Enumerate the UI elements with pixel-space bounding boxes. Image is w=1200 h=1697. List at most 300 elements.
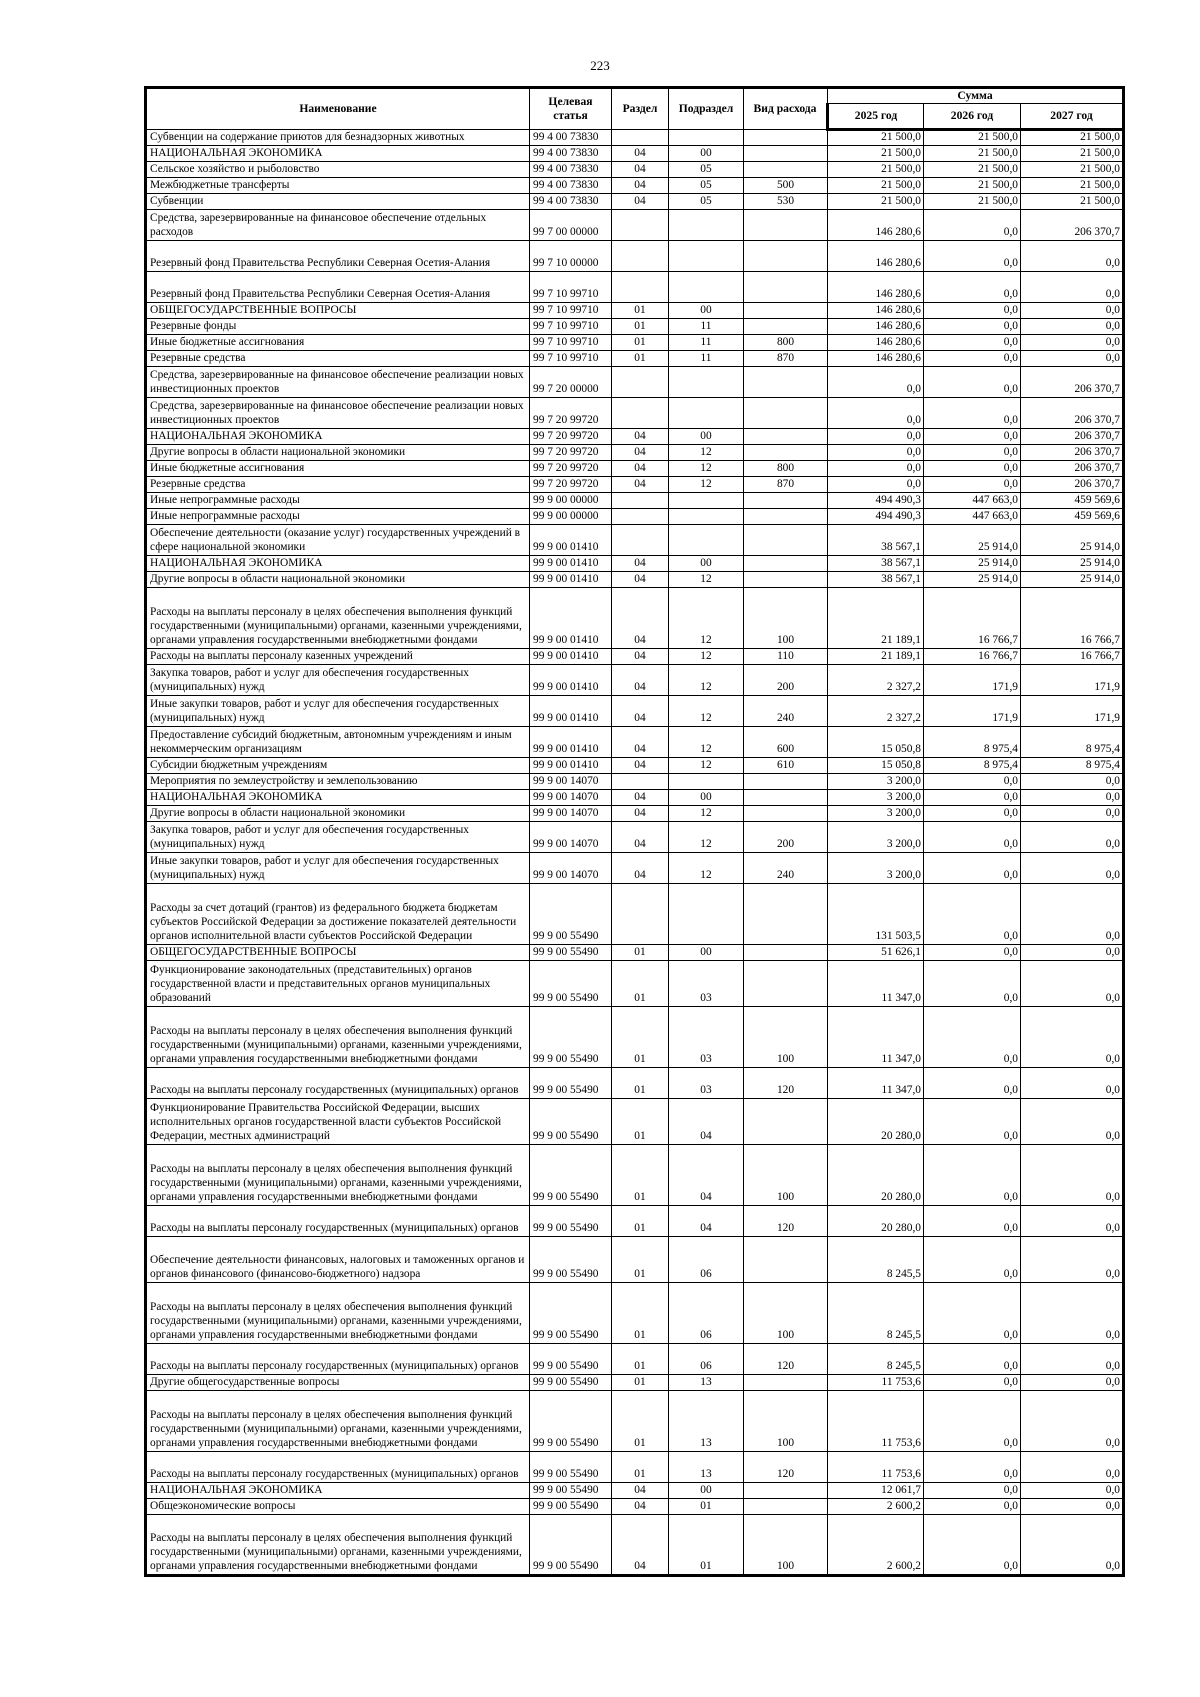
row-sum-2027: 0,0 [1021,790,1124,806]
row-sum-2025: 21 500,0 [828,162,924,178]
row-subsection: 03 [669,1007,744,1068]
row-sum-2027: 0,0 [1021,1344,1124,1375]
row-target-article: 99 9 00 01410 [530,665,612,696]
table-row [146,493,1124,509]
table-row [146,649,1124,665]
row-expense-type [744,1499,828,1515]
row-subsection: 00 [669,556,744,572]
row-sum-2027: 0,0 [1021,961,1124,1007]
row-target-article: 99 9 00 55490 [530,1007,612,1068]
row-section: 01 [612,351,669,367]
row-name: Расходы на выплаты персоналу в целях обеспечения выполнения функций государственными (муниципальными) органами, казенными учреждениями, органами управления государственными внебюджетными фондами [146,1007,530,1068]
row-subsection: 12 [669,649,744,665]
row-target-article: 99 9 00 55490 [530,1375,612,1391]
table-row [146,194,1124,210]
row-sum-2027: 0,0 [1021,1145,1124,1206]
row-sum-2026: 0,0 [924,1344,1021,1375]
row-section: 04 [612,696,669,727]
row-sum-2027: 0,0 [1021,1375,1124,1391]
row-target-article: 99 9 00 14070 [530,774,612,790]
row-sum-2025: 21 189,1 [828,649,924,665]
row-subsection [669,241,744,272]
header-expense-type: Вид расхода [744,88,828,130]
row-name: Иные бюджетные ассигнования [146,335,530,351]
row-sum-2026: 0,0 [924,241,1021,272]
table-row [146,1068,1124,1099]
row-section: 04 [612,727,669,758]
row-sum-2026: 0,0 [924,272,1021,303]
row-sum-2027: 0,0 [1021,1007,1124,1068]
row-name: Общеэкономические вопросы [146,1499,530,1515]
row-expense-type [744,1375,828,1391]
row-section: 04 [612,461,669,477]
row-sum-2027: 0,0 [1021,806,1124,822]
row-section: 01 [612,303,669,319]
row-sum-2027: 0,0 [1021,335,1124,351]
table-row [146,210,1124,241]
row-sum-2026: 0,0 [924,853,1021,884]
row-subsection [669,398,744,429]
row-section: 04 [612,853,669,884]
row-target-article: 99 7 10 99710 [530,335,612,351]
row-sum-2026: 0,0 [924,398,1021,429]
row-sum-2027: 25 914,0 [1021,572,1124,588]
row-sum-2025: 21 500,0 [828,130,924,146]
row-subsection [669,525,744,556]
table-row [146,1375,1124,1391]
table-row [146,272,1124,303]
row-sum-2026: 0,0 [924,806,1021,822]
table-row [146,461,1124,477]
row-sum-2025: 20 280,0 [828,1206,924,1237]
row-section [612,493,669,509]
row-sum-2025: 12 061,7 [828,1483,924,1499]
row-name: Субвенции [146,194,530,210]
row-sum-2026: 0,0 [924,335,1021,351]
row-target-article: 99 9 00 01410 [530,525,612,556]
row-sum-2026: 0,0 [924,1452,1021,1483]
row-sum-2025: 146 280,6 [828,210,924,241]
table-row [146,1499,1124,1515]
row-section: 01 [612,335,669,351]
row-subsection: 01 [669,1499,744,1515]
row-name: Обеспечение деятельности (оказание услуг) государственных учреждений в сфере национальной экономики [146,525,530,556]
table-row [146,945,1124,961]
row-sum-2025: 15 050,8 [828,727,924,758]
row-sum-2027: 0,0 [1021,1483,1124,1499]
row-name: Иные непрограммные расходы [146,493,530,509]
row-sum-2027: 206 370,7 [1021,445,1124,461]
row-sum-2026: 0,0 [924,461,1021,477]
row-section: 01 [612,1452,669,1483]
row-section [612,509,669,525]
row-sum-2027: 0,0 [1021,272,1124,303]
row-sum-2026: 21 500,0 [924,178,1021,194]
row-section: 01 [612,1206,669,1237]
row-section: 01 [612,1375,669,1391]
row-target-article: 99 9 00 55490 [530,961,612,1007]
row-sum-2026: 0,0 [924,1375,1021,1391]
row-subsection: 11 [669,335,744,351]
row-target-article: 99 7 20 99720 [530,429,612,445]
row-expense-type: 120 [744,1452,828,1483]
row-name: Субсидии бюджетным учреждениям [146,758,530,774]
row-sum-2027: 0,0 [1021,1068,1124,1099]
row-name: Расходы на выплаты персоналу государственных (муниципальных) органов [146,1206,530,1237]
row-sum-2025: 131 503,5 [828,884,924,945]
row-name: Расходы на выплаты персоналу государственных (муниципальных) органов [146,1452,530,1483]
row-target-article: 99 7 20 00000 [530,367,612,398]
row-target-article: 99 7 20 99720 [530,461,612,477]
table-row [146,790,1124,806]
row-section: 01 [612,1099,669,1145]
row-sum-2025: 3 200,0 [828,790,924,806]
row-sum-2027: 171,9 [1021,696,1124,727]
row-target-article: 99 9 00 55490 [530,1499,612,1515]
row-sum-2026: 0,0 [924,303,1021,319]
row-sum-2026: 0,0 [924,774,1021,790]
row-sum-2027: 16 766,7 [1021,588,1124,649]
row-subsection [669,272,744,303]
table-row [146,572,1124,588]
row-expense-type [744,1237,828,1283]
row-expense-type [744,367,828,398]
row-section: 04 [612,162,669,178]
table-row [146,1206,1124,1237]
row-sum-2026: 8 975,4 [924,758,1021,774]
row-sum-2027: 0,0 [1021,1391,1124,1452]
row-subsection [669,509,744,525]
row-sum-2025: 146 280,6 [828,272,924,303]
row-sum-2027: 21 500,0 [1021,162,1124,178]
row-sum-2027: 21 500,0 [1021,178,1124,194]
row-subsection: 12 [669,758,744,774]
row-expense-type [744,1483,828,1499]
row-sum-2026: 0,0 [924,822,1021,853]
table-row [146,556,1124,572]
row-sum-2025: 146 280,6 [828,335,924,351]
row-sum-2026: 0,0 [924,429,1021,445]
row-section: 04 [612,758,669,774]
row-name: Расходы на выплаты персоналу в целях обеспечения выполнения функций государственными (муниципальными) органами, казенными учреждениями, органами управления государственными внебюджетными фондами [146,1145,530,1206]
row-target-article: 99 9 00 01410 [530,696,612,727]
row-subsection [669,130,744,146]
row-sum-2026: 0,0 [924,351,1021,367]
row-sum-2025: 38 567,1 [828,572,924,588]
row-sum-2026: 0,0 [924,477,1021,493]
row-section: 01 [612,1145,669,1206]
row-name: НАЦИОНАЛЬНАЯ ЭКОНОМИКА [146,556,530,572]
row-sum-2027: 0,0 [1021,1515,1124,1576]
table-row [146,477,1124,493]
row-subsection [669,774,744,790]
row-expense-type [744,162,828,178]
table-row [146,665,1124,696]
header-section: Раздел [612,88,669,130]
row-expense-type: 120 [744,1206,828,1237]
row-section: 01 [612,1237,669,1283]
row-target-article: 99 9 00 01410 [530,572,612,588]
row-sum-2025: 21 500,0 [828,146,924,162]
row-target-article: 99 9 00 01410 [530,649,612,665]
row-sum-2025: 0,0 [828,445,924,461]
row-section: 01 [612,1344,669,1375]
row-sum-2026: 0,0 [924,1391,1021,1452]
row-expense-type: 240 [744,696,828,727]
row-section: 04 [612,477,669,493]
row-sum-2026: 21 500,0 [924,162,1021,178]
row-subsection: 12 [669,853,744,884]
row-subsection [669,493,744,509]
row-target-article: 99 7 20 99720 [530,477,612,493]
row-section: 01 [612,1283,669,1344]
row-sum-2026: 16 766,7 [924,649,1021,665]
table-row [146,1452,1124,1483]
table-row [146,319,1124,335]
row-expense-type: 800 [744,461,828,477]
row-expense-type [744,130,828,146]
row-subsection: 03 [669,1068,744,1099]
row-sum-2026: 447 663,0 [924,493,1021,509]
row-name: НАЦИОНАЛЬНАЯ ЭКОНОМИКА [146,790,530,806]
row-sum-2025: 2 327,2 [828,696,924,727]
row-sum-2027: 0,0 [1021,1452,1124,1483]
row-target-article: 99 9 00 01410 [530,556,612,572]
table-row [146,588,1124,649]
table-row [146,351,1124,367]
table-row [146,398,1124,429]
row-name: Расходы на выплаты персоналу казенных учреждений [146,649,530,665]
row-expense-type [744,509,828,525]
budget-table [144,86,1125,1577]
row-name: Иные закупки товаров, работ и услуг для обеспечения государственных (муниципальных) нужд [146,696,530,727]
row-sum-2026: 171,9 [924,696,1021,727]
row-name: Обеспечение деятельности финансовых, налоговых и таможенных органов и органов финансового (финансово-бюджетного) надзора [146,1237,530,1283]
row-sum-2026: 0,0 [924,790,1021,806]
row-name: Расходы на выплаты персоналу в целях обеспечения выполнения функций государственными (муниципальными) органами, казенными учреждениями, органами управления государственными внебюджетными фондами [146,1515,530,1576]
row-target-article: 99 9 00 55490 [530,1344,612,1375]
row-subsection: 13 [669,1452,744,1483]
row-sum-2026: 0,0 [924,1068,1021,1099]
row-target-article: 99 7 10 99710 [530,272,612,303]
row-sum-2025: 21 500,0 [828,178,924,194]
table-row [146,853,1124,884]
row-sum-2025: 8 245,5 [828,1237,924,1283]
row-section: 04 [612,1483,669,1499]
row-subsection: 00 [669,1483,744,1499]
table-row [146,367,1124,398]
row-section [612,398,669,429]
row-name: Средства, зарезервированные на финансовое обеспечение отдельных расходов [146,210,530,241]
row-subsection: 04 [669,1099,744,1145]
row-subsection: 11 [669,351,744,367]
row-subsection [669,367,744,398]
row-expense-type: 100 [744,1145,828,1206]
row-subsection: 12 [669,696,744,727]
row-expense-type [744,961,828,1007]
row-name: Закупка товаров, работ и услуг для обеспечения государственных (муниципальных) нужд [146,665,530,696]
row-name: НАЦИОНАЛЬНАЯ ЭКОНОМИКА [146,146,530,162]
row-section: 04 [612,806,669,822]
row-name: Средства, зарезервированные на финансовое обеспечение реализации новых инвестиционных проектов [146,398,530,429]
row-expense-type [744,272,828,303]
row-expense-type [744,241,828,272]
table-row [146,1283,1124,1344]
row-sum-2026: 21 500,0 [924,194,1021,210]
row-name: ОБЩЕГОСУДАРСТВЕННЫЕ ВОПРОСЫ [146,303,530,319]
row-target-article: 99 7 20 99720 [530,445,612,461]
row-section [612,241,669,272]
row-name: Расходы на выплаты персоналу государственных (муниципальных) органов [146,1068,530,1099]
row-expense-type: 500 [744,178,828,194]
row-expense-type: 600 [744,727,828,758]
row-sum-2027: 0,0 [1021,822,1124,853]
row-sum-2025: 146 280,6 [828,319,924,335]
row-target-article: 99 4 00 73830 [530,194,612,210]
row-expense-type [744,303,828,319]
row-sum-2026: 0,0 [924,319,1021,335]
row-subsection: 01 [669,1515,744,1576]
row-sum-2027: 25 914,0 [1021,525,1124,556]
row-expense-type: 120 [744,1344,828,1375]
row-section: 04 [612,1515,669,1576]
row-name: Резервный фонд Правительства Республики Северная Осетия-Алания [146,241,530,272]
row-subsection: 12 [669,806,744,822]
row-expense-type [744,884,828,945]
row-subsection: 12 [669,477,744,493]
row-target-article: 99 9 00 55490 [530,945,612,961]
row-subsection: 12 [669,822,744,853]
row-expense-type [744,210,828,241]
header-subsection: Подраздел [669,88,744,130]
row-expense-type: 800 [744,335,828,351]
row-sum-2026: 447 663,0 [924,509,1021,525]
row-sum-2026: 0,0 [924,1145,1021,1206]
row-target-article: 99 9 00 01410 [530,758,612,774]
row-sum-2025: 20 280,0 [828,1145,924,1206]
row-subsection: 11 [669,319,744,335]
row-subsection [669,884,744,945]
row-subsection: 06 [669,1237,744,1283]
row-sum-2027: 206 370,7 [1021,477,1124,493]
row-subsection: 05 [669,194,744,210]
row-sum-2026: 0,0 [924,1515,1021,1576]
row-subsection: 12 [669,461,744,477]
row-sum-2025: 0,0 [828,477,924,493]
table-row [146,1344,1124,1375]
table-row [146,525,1124,556]
row-subsection: 12 [669,588,744,649]
header-year-2025: 2025 год [828,104,924,130]
row-subsection: 12 [669,727,744,758]
row-target-article: 99 9 00 14070 [530,822,612,853]
row-section: 04 [612,822,669,853]
table-row [146,335,1124,351]
row-target-article: 99 9 00 55490 [530,1515,612,1576]
row-expense-type: 100 [744,1515,828,1576]
row-sum-2027: 0,0 [1021,853,1124,884]
row-section: 01 [612,945,669,961]
row-sum-2026: 0,0 [924,884,1021,945]
row-subsection: 00 [669,146,744,162]
row-name: Межбюджетные трансферты [146,178,530,194]
row-expense-type [744,790,828,806]
table-body [146,130,1124,1576]
row-expense-type: 100 [744,1283,828,1344]
row-target-article: 99 4 00 73830 [530,146,612,162]
row-target-article: 99 9 00 14070 [530,790,612,806]
row-sum-2027: 0,0 [1021,319,1124,335]
row-sum-2025: 0,0 [828,367,924,398]
row-sum-2025: 38 567,1 [828,556,924,572]
row-sum-2027: 16 766,7 [1021,649,1124,665]
table-row [146,445,1124,461]
row-expense-type: 240 [744,853,828,884]
row-sum-2026: 0,0 [924,210,1021,241]
row-sum-2025: 51 626,1 [828,945,924,961]
row-sum-2026: 8 975,4 [924,727,1021,758]
row-sum-2026: 0,0 [924,1007,1021,1068]
table-row [146,727,1124,758]
row-section [612,272,669,303]
row-section: 01 [612,1068,669,1099]
table-row [146,774,1124,790]
row-sum-2026: 0,0 [924,945,1021,961]
table-row [146,130,1124,146]
row-sum-2027: 206 370,7 [1021,429,1124,445]
row-target-article: 99 9 00 55490 [530,1099,612,1145]
row-section: 04 [612,429,669,445]
row-expense-type: 120 [744,1068,828,1099]
row-sum-2025: 11 753,6 [828,1391,924,1452]
row-name: ОБЩЕГОСУДАРСТВЕННЫЕ ВОПРОСЫ [146,945,530,961]
row-sum-2025: 21 189,1 [828,588,924,649]
row-sum-2027: 0,0 [1021,241,1124,272]
table-header [146,88,1124,130]
row-sum-2027: 8 975,4 [1021,758,1124,774]
row-target-article: 99 9 00 55490 [530,1206,612,1237]
row-expense-type: 610 [744,758,828,774]
row-sum-2025: 11 347,0 [828,1068,924,1099]
table-row [146,696,1124,727]
row-target-article: 99 9 00 55490 [530,1068,612,1099]
row-target-article: 99 9 00 55490 [530,1483,612,1499]
row-target-article: 99 9 00 01410 [530,588,612,649]
row-sum-2027: 0,0 [1021,1099,1124,1145]
row-target-article: 99 9 00 55490 [530,884,612,945]
row-section: 01 [612,1007,669,1068]
row-sum-2027: 206 370,7 [1021,461,1124,477]
row-expense-type [744,398,828,429]
row-name: Расходы на выплаты персоналу в целях обеспечения выполнения функций государственными (муниципальными) органами, казенными учреждениями, органами управления государственными внебюджетными фондами [146,1391,530,1452]
row-sum-2026: 0,0 [924,367,1021,398]
row-sum-2025: 11 753,6 [828,1452,924,1483]
row-sum-2027: 21 500,0 [1021,146,1124,162]
row-section: 04 [612,556,669,572]
row-sum-2027: 0,0 [1021,1283,1124,1344]
row-sum-2026: 0,0 [924,1483,1021,1499]
row-sum-2025: 21 500,0 [828,194,924,210]
row-sum-2027: 0,0 [1021,774,1124,790]
row-sum-2025: 3 200,0 [828,853,924,884]
row-name: Резервные фонды [146,319,530,335]
row-section: 04 [612,194,669,210]
row-subsection: 06 [669,1344,744,1375]
row-sum-2025: 146 280,6 [828,303,924,319]
row-section [612,884,669,945]
row-name: Резервные средства [146,351,530,367]
row-target-article: 99 9 00 14070 [530,806,612,822]
